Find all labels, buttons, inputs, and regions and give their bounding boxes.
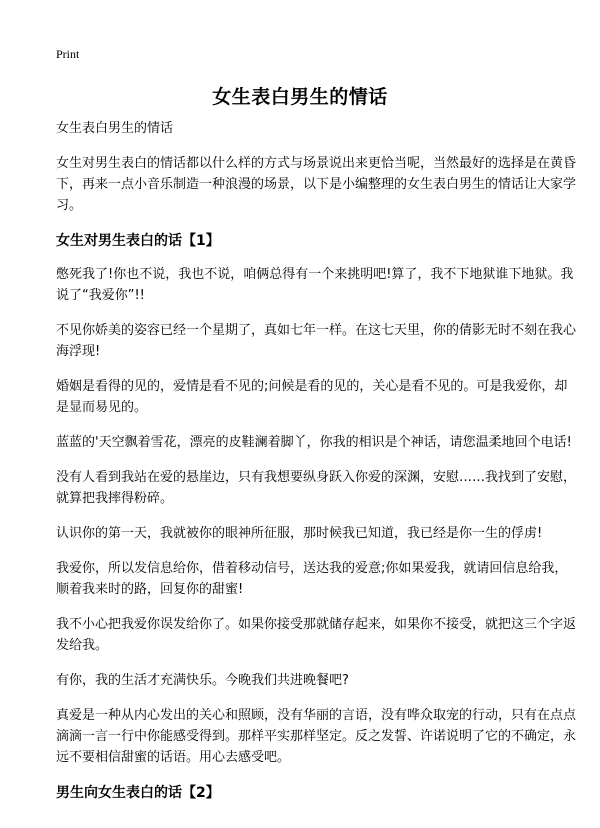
article-body [56, 118, 576, 816]
paragraph: 女生表白男生的情话 [56, 121, 174, 136]
section-heading: 女生对男生表白的话【1】 [56, 233, 220, 249]
paragraph: 我爱你，所以发信息给你，借着移动信号，送达我的爱意;你如果爱我，就请回信息给我，顺着我来时的路，回复你的甜蜜! [56, 561, 568, 597]
paragraph: 认识你的第一天，我就被你的眼神所征服，那时候我已知道，我已经是你一生的俘虏! [56, 526, 543, 541]
paragraph: 蓝蓝的'天空飘着雪花，漂亮的皮鞋澜着脚丫，你我的相识是个神话，请您温柔地回个电话! [56, 435, 572, 450]
section-heading: 男生向女生表白的话【2】 [56, 785, 220, 801]
page-title: 女生表白男生的情话 [212, 86, 388, 108]
paragraph: 没有人看到我站在爱的悬崖边，只有我想要纵身跃入你爱的深渊，安慰……我找到了安慰，就算把我摔得粉碎。 [56, 470, 577, 506]
print-link[interactable]: Print [56, 47, 80, 61]
paragraph: 有你，我的生活才充满快乐。今晚我们共进晚餐吧? [56, 673, 349, 688]
paragraph: 真爱是一种从内心发出的关心和照顾，没有华丽的言语，没有哗众取宠的行动，只有在点点滴滴一言一行中你能感受得到。那样平实那样坚定。反之发誓、许诺说明了它的不确定，永远不要相信甜蜜的话语。用心去感受吧。 [56, 708, 577, 765]
paragraph: 不见你娇美的姿容已经一个星期了，真如七年一样。在这七天里，你的倩影无时不刻在我心海浮现! [56, 323, 577, 359]
paragraph: 我不小心把我爱你误发给你了。如果你接受那就储存起来，如果你不接受，就把这三个字返发给我。 [56, 617, 577, 653]
paragraph: 憋死我了!你也不说，我也不说，咱俩总得有一个来挑明吧!算了，我不下地狱谁下地狱。我说了“我爱你”!! [56, 267, 574, 303]
paragraph: 婚姻是看得的见的，爱情是看不见的;问候是看的见的，关心是看不见的。可是我爱你，却是显而易见的。 [56, 379, 568, 415]
paragraph: 女生对男生表白的情话都以什么样的方式与场景说出来更恰当呢，当然最好的选择是在黄昏下，再来一点小音乐制造一种浪漫的场景，以下是小编整理的女生表白男生的情话让大家学习。 [56, 156, 577, 213]
